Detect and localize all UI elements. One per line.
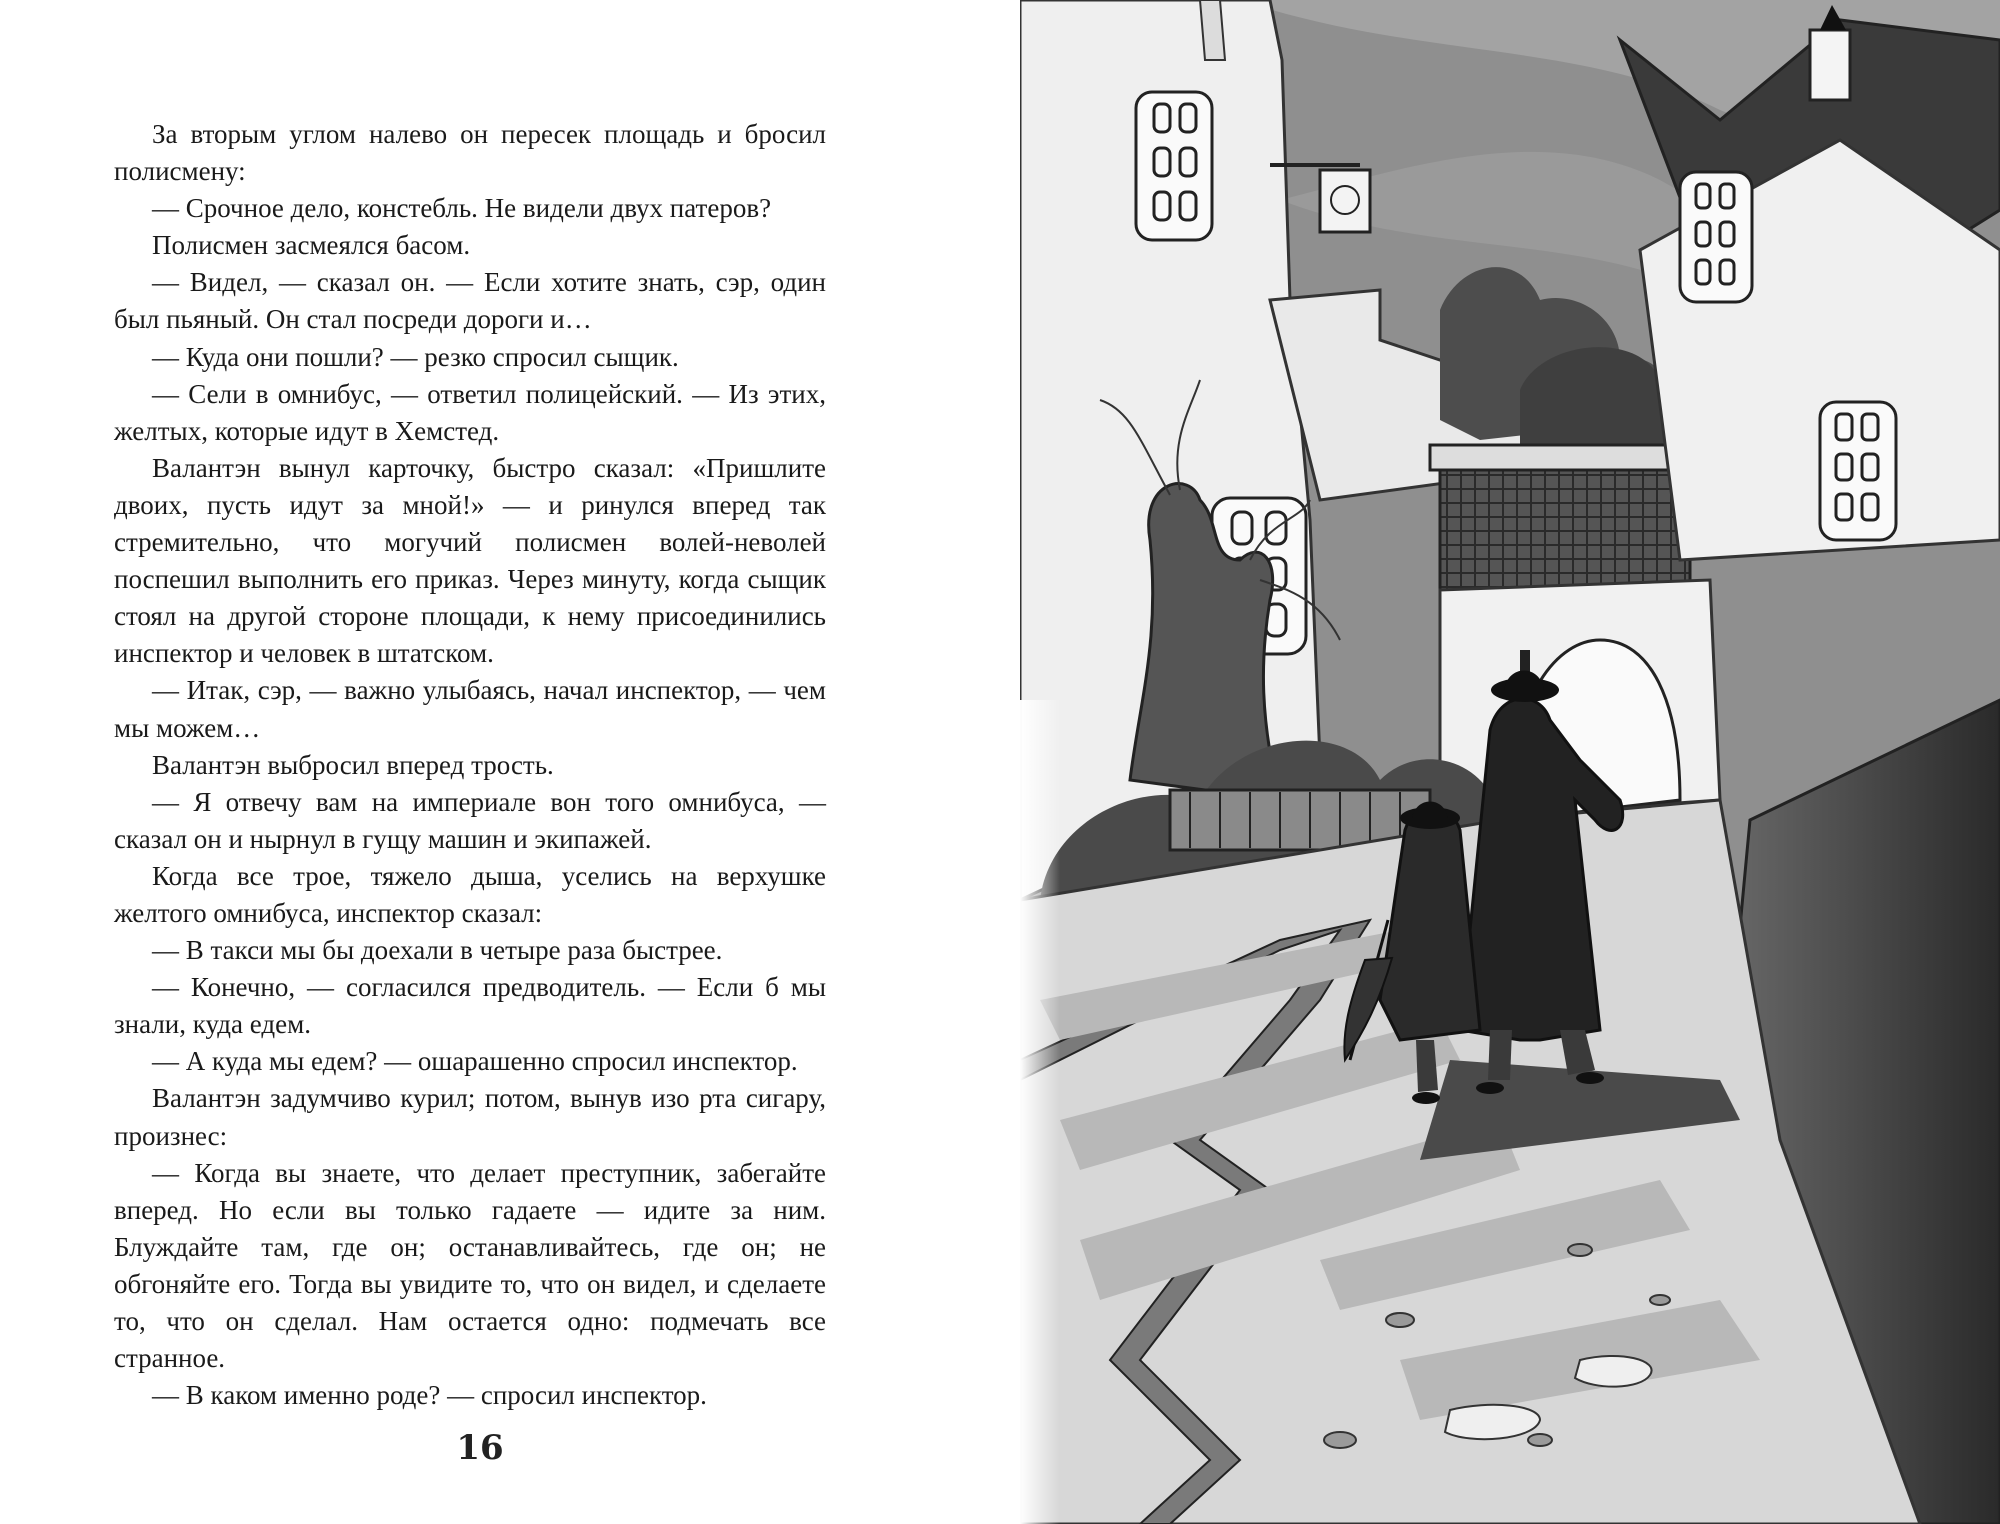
page-number: 16 [456, 1428, 504, 1468]
street-illustration [1020, 0, 2000, 1524]
paragraph: — Сели в омнибус, — ответил полицейский. — Из этих, желтых, которые идут в Хемстед. [114, 378, 826, 446]
paragraph: Валантэн выбросил вперед трость. [152, 749, 554, 780]
paragraph: — В такси мы бы доехали в четыре раза быстрее. [152, 935, 723, 966]
paragraph: — Куда они пошли? — резко спросил сыщик. [152, 341, 679, 372]
paragraph: — В каком именно роде? — спросил инспектор. [152, 1380, 707, 1411]
paragraph: За вторым углом налево он пересек площадь и бросил полисмену: [114, 119, 826, 187]
paragraph: — Конечно, — согласился предводитель. — Если б мы знали, куда едем. [114, 972, 826, 1040]
story-text [114, 116, 826, 1414]
paragraph: — А куда мы едем? — ошарашенно спросил инспектор. [152, 1046, 798, 1077]
paragraph: Полисмен засмеялся басом. [152, 230, 471, 261]
paragraph: — Срочное дело, констебль. Не видели двух патеров? [152, 193, 772, 224]
paragraph: — Итак, сэр, — важно улыбаясь, начал инспектор, — чем мы можем… [114, 675, 826, 743]
paragraph: Валантэн вынул карточку, быстро сказал: «Пришлите двоих, пусть идут за мной!» — и ринулся вперед так стремительно, что могучий полисмен волей-неволей поспешил выполнить его приказ. Через минуту, когда сыщик стоял на другой стороне площади, к нему присоединились инспектор и человек в штатском. [114, 452, 826, 669]
paragraph: Когда все трое, тяжело дыша, уселись на верхушке желтого омнибуса, инспектор сказал: [114, 860, 826, 928]
paragraph: — Когда вы знаете, что делает преступник, забегайте вперед. Но если вы только гадаете — идите за ним. Блуждайте там, где он; останавливайтесь, где он; не обгоняйте его. Тогда вы увидите то, что он видел, и сделаете то, что он сделал. Нам остается одно: подмечать все странное. [114, 1157, 826, 1374]
paragraph: — Я отвечу вам на империале вон того омнибуса, — сказал он и нырнул в гущу машин и экипажей. [114, 786, 826, 854]
paragraph: — Видел, — сказал он. — Если хотите знать, сэр, один был пьяный. Он стал посреди дороги и… [114, 267, 826, 335]
paragraph: Валантэн задумчиво курил; потом, вынув изо рта сигару, произнес: [114, 1083, 826, 1151]
